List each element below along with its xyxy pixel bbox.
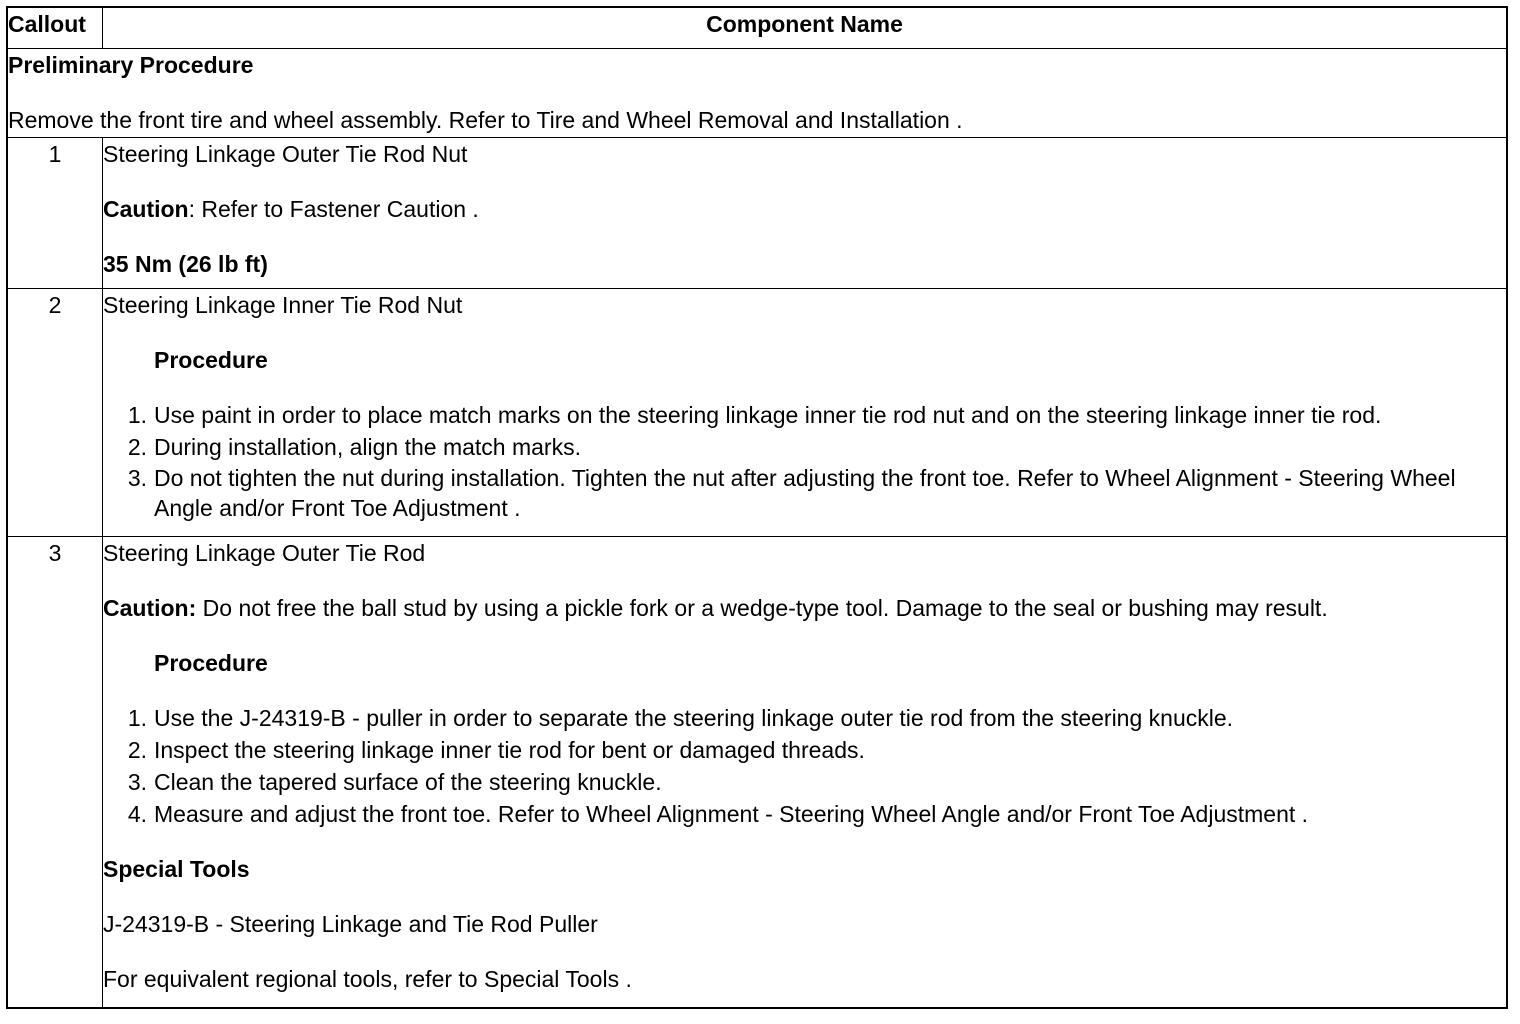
procedure-title: Procedure [154,650,268,676]
step-text: During installation, align the match marks. [154,434,581,460]
list-item [103,431,1506,463]
step-text: Measure and adjust the front toe. Refer to Wheel Alignment - Steering Wheel Angle and/or Front Toe Adjustment . [154,801,1309,827]
component-name: Steering Linkage Inner Tie Rod Nut [103,292,463,318]
component-cell [103,289,1508,537]
procedure-steps [103,702,1506,830]
equivalent-tools-note: For equivalent regional tools, refer to Special Tools . [103,966,632,992]
caution-text: Do not free the ball stud by using a pickle fork or a wedge-type tool. Damage to the seal or bushing may result. [196,595,1328,621]
component-cell [103,138,1508,289]
step-number: 3. [127,769,147,795]
callout-number: 1 [7,138,103,289]
step-number: 4. [127,801,147,827]
step-text: Use the J-24319-B - puller in order to separate the steering linkage outer tie rod from the steering knuckle. [154,705,1234,731]
preliminary-title: Preliminary Procedure [8,52,254,78]
preliminary-row [7,49,1507,138]
special-tool-item: J-24319-B - Steering Linkage and Tie Rod Puller [103,911,598,937]
step-text: Use paint in order to place match marks on the steering linkage inner tie rod nut and on the steering linkage inner tie rod. [154,402,1382,428]
list-item [103,463,1506,523]
component-name-column-header: Component Name [103,7,1508,49]
caution-note [103,592,1506,624]
callout-number: 2 [7,289,103,537]
list-item [103,399,1506,431]
step-text: Inspect the steering linkage inner tie rod for bent or damaged threads. [154,737,865,763]
list-item [103,798,1506,830]
list-item [103,734,1506,766]
table-row [7,138,1507,289]
caution-label: Caution [103,196,189,222]
special-tools-title: Special Tools [103,856,250,882]
step-number: 2. [127,434,147,460]
procedure-title: Procedure [154,347,268,373]
step-number: 2. [127,737,147,763]
component-table [6,6,1508,1009]
component-cell [103,537,1508,1009]
caution-text: : Refer to Fastener Caution . [188,196,479,222]
step-text: Do not tighten the nut during installation. Tighten the nut after adjusting the front toe. Refer to Wheel Alignment - Steering Wheel Angle and/or Front Toe Adjustment . [154,465,1456,521]
torque-spec: 35 Nm (26 lb ft) [103,251,268,277]
step-number: 1. [127,402,147,428]
component-name: Steering Linkage Outer Tie Rod [103,540,426,566]
procedure-steps [103,399,1506,523]
table-row [7,537,1507,1009]
caution-label: Caution: [103,595,197,621]
component-name: Steering Linkage Outer Tie Rod Nut [103,141,468,167]
list-item [103,702,1506,734]
header-row [7,7,1507,49]
table-row [7,289,1507,537]
callout-number: 3 [7,537,103,1009]
preliminary-cell [7,49,1507,138]
callout-column-header: Callout [7,7,103,49]
preliminary-text: Remove the front tire and wheel assembly. Refer to Tire and Wheel Removal and Installation . [8,107,963,133]
step-number: 1. [127,705,147,731]
caution-note [103,193,1506,225]
step-text: Clean the tapered surface of the steering knuckle. [154,769,662,795]
step-number: 3. [127,465,147,491]
list-item [103,766,1506,798]
